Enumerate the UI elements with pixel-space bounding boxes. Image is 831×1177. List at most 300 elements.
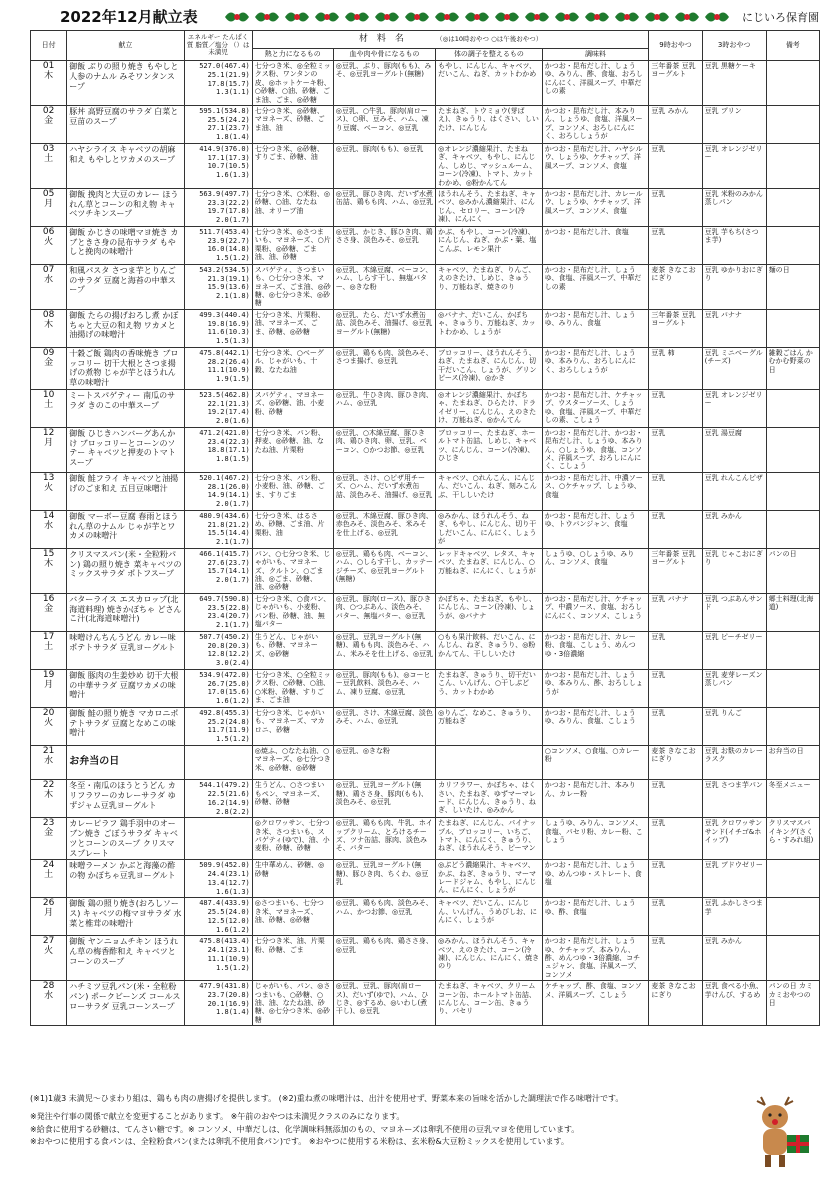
menu-cell: ハチミツ豆乳パン(米・全粒粉パン) ポークビーンズ コールスローサラダ 豆乳コーンスープ <box>67 981 184 1026</box>
table-row <box>31 188 820 226</box>
snack3-cell: 豆乳 米粉のみかん蒸しパン <box>702 188 766 226</box>
snack3-cell: 豆乳 りんご <box>702 707 766 745</box>
ingredient-blue-cell: ◎豆乳、豚ひき肉、だいず水煮缶詰、鶏もも肉、ハム、◎豆乳 <box>333 188 435 226</box>
nutrition-value: 1.5(1.2) <box>216 254 250 263</box>
nutrition-value: 21.3(19.1) <box>207 274 250 283</box>
nutrition-cell <box>184 860 252 898</box>
day-number: 20 <box>42 707 55 718</box>
day-number: 15 <box>42 548 55 559</box>
nutrition-value: 15.7(14.1) <box>207 567 250 576</box>
nutrition-value: 20.8(20.3) <box>207 641 250 650</box>
ingredient-blue-cell: ◎豆乳、豚肉(もも)、◎豆乳 <box>333 143 435 188</box>
snack3-cell: 豆乳 プリン <box>702 105 766 143</box>
seasoning-cell: かつお・昆布だし汁、しょうゆ、みりん、酢、食塩、おろしにんにく、洋風スープ、中華だしの素 <box>542 61 649 106</box>
ingredient-red-cell: ◎クロワッサン、七分つき米、さつまいも、スパゲティ(ゆで)、油、小麦粉、砂糖、砂糖 <box>252 818 333 860</box>
table-row <box>31 860 820 898</box>
ingredient-blue-cell: ◎豆乳、豚肉(ロース)、豚ひき肉、○つぶあん、淡色みそ、バター、無塩バター、◎豆乳 <box>333 593 435 631</box>
remarks-cell <box>766 143 819 188</box>
nutrition-cell <box>184 143 252 188</box>
ingredient-green-cell: たまねぎ、きゅうり、切干だいこん、いんげん、○干しぶどう、カットわかめ <box>436 669 543 707</box>
ingredient-red-cell: 七分つき米、はるさめ、砂糖、ごま油、片栗粉、油 <box>252 510 333 548</box>
nutrition-value: 2.0(1.7) <box>216 576 250 585</box>
day-number: 22 <box>42 780 55 791</box>
weekday: 月 <box>44 437 54 448</box>
snack9-cell: 豆乳 <box>649 143 702 188</box>
nutrition-value: 480.9(434.6) <box>199 511 250 520</box>
snack9-cell: 豆乳 <box>649 707 702 745</box>
nutrition-value: 15.9(13.6) <box>207 283 250 292</box>
nutrition-value: 1.8(1.4) <box>216 1008 250 1017</box>
ingredient-green-cell: ◎オレンジ濃縮果汁、かぼちゃ、たまねぎ、ひらたけ、ドライゼリー、にんじん、えのきたけ、万能ねぎ、◎かんてん <box>436 389 543 427</box>
snack9-cell: 豆乳 <box>649 510 702 548</box>
menu-cell: 御飯 ぶりの照り焼き もやしと人参のナムル みそワンタンスープ <box>67 61 184 106</box>
table-row <box>31 818 820 860</box>
ingredient-green-cell: ◎バナナ、だいこん、かぼちゃ、きゅうり、万能ねぎ、カットわかめ、しょうが <box>436 309 543 347</box>
snack9-cell: 麦茶 きなこおにぎり <box>649 981 702 1026</box>
nutrition-cell <box>184 548 252 593</box>
menu-cell: お弁当の日 <box>67 745 184 780</box>
snack3-cell: 豆乳 芋もち(さつま芋) <box>702 226 766 264</box>
footnote-line: ※おやつに使用する食パンは、全粒粉食パン(または卵乳不使用食パン)です。 ※おやつに使用する米粉は、玄米粉&大豆粉ミックスを使用しています。 <box>30 1137 569 1147</box>
snack3-cell: 豆乳 オレンジゼリー <box>702 143 766 188</box>
seasoning-cell: かつお・昆布だし汁、本みりん、しょうゆ、食塩、洋風スープ、コンソメ、おろしにんにく、おろししょうが <box>542 105 649 143</box>
snack3-cell: 豆乳 湯豆腐 <box>702 427 766 472</box>
nutrition-value: 2.0(1.7) <box>216 500 250 509</box>
weekday: 月 <box>44 679 54 690</box>
remarks-cell <box>766 427 819 472</box>
date-cell <box>31 669 67 707</box>
day-number: 09 <box>42 347 55 358</box>
snack3-cell: 豆乳 黒糖ケーキ <box>702 61 766 106</box>
ingredient-red-cell: 七分つき米、○ベーグル、じゃがいも、十穀、なたね油 <box>252 347 333 389</box>
day-number: 19 <box>42 669 55 680</box>
weekday: 木 <box>44 790 54 801</box>
holly-berry <box>294 14 300 20</box>
ingredient-blue-cell: ◎豆乳、鶏もも肉、鶏ささ身、◎豆乳 <box>333 936 435 981</box>
nutrition-value: 28.1(26.0) <box>207 482 250 491</box>
nutrition-value: 23.4(20.7) <box>207 612 250 621</box>
snack3-cell: 豆乳 みかん <box>702 936 766 981</box>
weekday: 水 <box>44 755 54 766</box>
seasoning-cell: かつお・昆布だし汁、しょうゆ、トウバンジャン、食塩 <box>542 510 649 548</box>
date-cell <box>31 780 67 818</box>
day-number: 23 <box>42 818 55 829</box>
date-cell <box>31 389 67 427</box>
nutrition-value: 11.1(10.9) <box>207 366 250 375</box>
nutrition-cell <box>184 105 252 143</box>
weekday: 金 <box>44 828 54 839</box>
ingredient-green-cell: キャベツ、だいこん、にんじん、いんげん、うめびしお、にんにく、しょうが <box>436 898 543 936</box>
snack9-cell: 豆乳 <box>649 936 702 981</box>
remarks-cell <box>766 898 819 936</box>
nutrition-cell <box>184 264 252 309</box>
ingredient-green-cell: カリフラワー、かぼちゃ、はくさい、たまねぎ、ゆずマーマレード、にんじん、きゅうり、ねぎ、しいたけ、◎みかん <box>436 780 543 818</box>
ingredient-green-cell: かぶ、もやし、コーン(冷凍)、にんじん、ねぎ、かぶ・葉、塩こんぶ、レモン果汁 <box>436 226 543 264</box>
ingredient-green-cell: もやし、にんじん、キャベツ、だいこん、ねぎ、カットわかめ <box>436 61 543 106</box>
nutrition-value: 23.5(22.8) <box>207 603 250 612</box>
nutrition-value: 2.1(1.7) <box>216 621 250 630</box>
ingredient-green-cell: ほうれんそう、たまねぎ、キャベツ、◎みかん濃縮果汁、にんじん、セロリー、コーン(冷凍)、にんにく <box>436 188 543 226</box>
snack3-cell: 豆乳 れんこんピザ <box>702 472 766 510</box>
seasoning-cell: かつお・昆布だし汁、しょうゆ、みりん、食塩 <box>542 309 649 347</box>
ingredient-red-cell: 七分つき米、◎さつまいも、マヨネーズ、○片栗粉、◎砂糖、ごま油、油、砂糖 <box>252 226 333 264</box>
day-number: 06 <box>42 226 55 237</box>
day-number: 17 <box>42 631 55 642</box>
nutrition-value: 511.7(453.4) <box>199 227 250 236</box>
nutrition-cell <box>184 188 252 226</box>
ingredient-green-cell <box>436 745 543 780</box>
nutrition-value: 21.8(21.2) <box>207 520 250 529</box>
nutrition-value: 23.4(22.3) <box>207 437 250 446</box>
date-cell <box>31 631 67 669</box>
holly-berry <box>354 14 360 20</box>
nutrition-cell <box>184 389 252 427</box>
menu-cell: 冬至・南瓜のほうとうどん カリフラワーのカレーサラダ ゆずジャム豆乳ヨーグルト <box>67 780 184 818</box>
table-row <box>31 472 820 510</box>
remarks-cell <box>766 389 819 427</box>
header-blue: 血や肉や骨になるもの <box>333 49 435 61</box>
remarks-cell <box>766 472 819 510</box>
nutrition-value: 2.8(2.2) <box>216 807 250 816</box>
snack3-cell: 豆乳 バナナ <box>702 309 766 347</box>
ingredient-blue-cell: ◎豆乳、さけ、○ピザ用チーズ、○ハム、だいず水煮缶詰、淡色みそ、油揚げ、◎豆乳 <box>333 472 435 510</box>
day-number: 24 <box>42 860 55 871</box>
ingredient-red-cell: 七分つき米、○米粉、◎砂糖、○油、なたね油、オリーブ油 <box>252 188 333 226</box>
table-row <box>31 780 820 818</box>
date-cell <box>31 472 67 510</box>
snack9-cell: 麦茶 きなこおにぎり <box>649 745 702 780</box>
holly-berry <box>444 14 450 20</box>
header-season: 調味料 <box>542 49 649 61</box>
day-number: 27 <box>42 936 55 947</box>
menu-cell: ハヤシライス キャベツの胡麻和え もやしとワカメのスープ <box>67 143 184 188</box>
holly-berry <box>534 14 540 20</box>
day-number: 21 <box>42 745 55 756</box>
seasoning-cell: かつお・昆布だし汁、しょうゆ、本みりん、酢、おろししょうが <box>542 669 649 707</box>
nutrition-value: 544.1(479.2) <box>199 781 250 790</box>
seasoning-cell: かつお・昆布だし汁、しょうゆ、食塩、洋風スープ、中華だしの素 <box>542 264 649 309</box>
nutrition-cell <box>184 898 252 936</box>
menu-cell: 御飯 鮭フライ キャベツと油揚げのごま和え 五目豆味噌汁 <box>67 472 184 510</box>
weekday: 月 <box>44 198 54 209</box>
table-row <box>31 226 820 264</box>
nutrition-cell <box>184 669 252 707</box>
nutrition-value: 492.8(455.3) <box>199 708 250 717</box>
nutrition-value: 595.1(534.8) <box>199 106 250 115</box>
ingredient-blue-cell: ◎豆乳、豆乳ヨーグルト(無糖)、鶏もも肉、淡色みそ、ハム、米みそを仕上げる、◎豆乳 <box>333 631 435 669</box>
ingredient-green-cell: たまねぎ、トウミョウ(芽ばえ)、きゅうり、はくさい、しいたけ、にんじん <box>436 105 543 143</box>
weekday: 木 <box>44 70 54 81</box>
nutrition-value: 3.0(2.4) <box>216 659 250 668</box>
holly-berry <box>654 14 660 20</box>
menu-cell: クリスマスパン(米・全粒粉パン) 鶏の照り焼き 菜キャベツのミックスサラダ ポトフスープ <box>67 548 184 593</box>
table-row <box>31 981 820 1026</box>
table-row <box>31 898 820 936</box>
remarks-cell <box>766 309 819 347</box>
nutrition-value: 1.5(1.2) <box>216 735 250 744</box>
ingredient-red-cell: 七分つき米、◎全粒ミックス粉、ワンタンの皮、◎ホットケーキ粉、○砂糖、○油、砂糖、ごま油、ごま、◎砂糖 <box>252 61 333 106</box>
nutrition-value: 16.0(14.8) <box>207 245 250 254</box>
table-row <box>31 309 820 347</box>
nutrition-cell <box>184 818 252 860</box>
nutrition-value: 527.0(467.4) <box>199 62 250 70</box>
snack9-cell: 豆乳 <box>649 818 702 860</box>
header-ingredients-note: （◎は10時おやつ ○は午後おやつ） <box>436 35 543 44</box>
nutrition-value: 22.5(21.6) <box>207 790 250 799</box>
nutrition-value: 1.5(1.3) <box>216 337 250 346</box>
ingredient-blue-cell: ◎豆乳、牛ひき肉、豚ひき肉、ハム、◎豆乳 <box>333 389 435 427</box>
holly-berry <box>264 14 270 20</box>
ingredient-red-cell: 七分つき米、○食パン、じゃがいも、小麦粉、パン粉、砂糖、油、無塩バター <box>252 593 333 631</box>
snack9-cell: 豆乳 柿 <box>649 347 702 389</box>
header-green: 体の調子を整えるもの <box>436 49 543 61</box>
snack3-cell: 豆乳 つぶあんサンド <box>702 593 766 631</box>
ingredient-red-cell: パン、○七分つき米、じゃがいも、マヨネーズ、クルトン、○ごま油、◎ごま、砂糖、油、◎砂糖 <box>252 548 333 593</box>
ingredient-blue-cell: ◎豆乳、○木綿豆腐、豚ひき肉、鶏ひき肉、卵、豆乳、ベーコン、○かつお節、◎豆乳 <box>333 427 435 472</box>
nutrition-value: 16.2(14.9) <box>207 798 250 807</box>
date-cell <box>31 264 67 309</box>
nutrition-value: 523.5(462.8) <box>199 390 250 399</box>
table-row <box>31 548 820 593</box>
header-snack9: 9時おやつ <box>649 31 702 61</box>
date-cell <box>31 427 67 472</box>
nutrition-cell <box>184 472 252 510</box>
day-number: 26 <box>42 898 55 909</box>
holly-berry <box>564 14 570 20</box>
seasoning-cell: かつお・昆布だし汁、しょうゆ、めんつゆ・ストレート、食塩 <box>542 860 649 898</box>
remarks-cell <box>766 510 819 548</box>
header-menu: 献立 <box>67 31 184 61</box>
weekday: 火 <box>44 717 54 728</box>
nutrition-value: 534.9(472.0) <box>199 670 250 679</box>
nutrition-cell <box>184 780 252 818</box>
ingredient-blue-cell: ◎豆乳、○牛乳、豚肉(肩ロース)、○卵、豆みそ、ハム、凍り豆腐、ベーコン、◎豆乳 <box>333 105 435 143</box>
weekday: 火 <box>44 946 54 957</box>
nutrition-value: 25.2(24.8) <box>207 717 250 726</box>
header-ingredients-label: 材 料 名 <box>358 34 404 45</box>
nutrition-value: 24.1(23.1) <box>207 946 250 955</box>
day-number: 07 <box>42 264 55 275</box>
day-number: 10 <box>42 389 55 400</box>
table-row <box>31 143 820 188</box>
nutrition-value: 507.7(450.2) <box>199 632 250 641</box>
nutrition-value: 20.1(16.9) <box>207 999 250 1008</box>
weekday: 金 <box>44 357 54 368</box>
ingredient-red-cell: 七分つき米、パン粉、小麦粉、油、砂糖、ごま、すりごま <box>252 472 333 510</box>
menu-rows <box>31 61 820 1026</box>
menu-cell: 御飯 豚肉の生姜炒め 切干大根の中華サラダ 豆腐ワカメの味噌汁 <box>67 669 184 707</box>
snack3-cell: 豆乳 ゆかりおにぎり <box>702 264 766 309</box>
remarks-cell <box>766 860 819 898</box>
nutrition-value: 475.8(413.4) <box>199 937 250 946</box>
table-row <box>31 707 820 745</box>
snack3-cell: 豆乳 クロワッサンサンド(イチゴ&ホイップ) <box>702 818 766 860</box>
menu-cell: 十穀ご飯 鶏肉の香味焼き ブロッコリー 切干大根とさつま揚げの煮物 じゃが芋とほうれん草の味噌汁 <box>67 347 184 389</box>
nutrition-value: 2.0(1.7) <box>216 216 250 225</box>
ingredient-red-cell: ◎さつまいも、七分つき米、マヨネーズ、油、砂糖、◎砂糖 <box>252 898 333 936</box>
ingredient-red-cell: 生うどん、○さつまいもペン、マヨネーズ、砂糖、砂糖 <box>252 780 333 818</box>
remarks-cell <box>766 105 819 143</box>
table-row <box>31 427 820 472</box>
table-row <box>31 347 820 389</box>
nutrition-value: 477.9(431.8) <box>199 982 250 991</box>
remarks-cell: 麺の日 <box>766 264 819 309</box>
holly-berry <box>594 14 600 20</box>
seasoning-cell: かつお・昆布だし汁、かつお・昆布だし汁、しょうゆ、本みりん、○しょうゆ、食塩、コンソメ、洋風スープ、おろしにんにく、こしょう <box>542 427 649 472</box>
holly-berry <box>504 14 510 20</box>
day-number: 28 <box>42 981 55 992</box>
ingredient-red-cell: 七分つき米、片栗粉、油、マヨネーズ、ごま、砂糖、◎砂糖 <box>252 309 333 347</box>
day-number: 14 <box>42 510 55 521</box>
nutrition-value: 520.1(467.2) <box>199 473 250 482</box>
nutrition-value: 509.9(452.0) <box>199 861 250 870</box>
date-cell <box>31 548 67 593</box>
remarks-cell: クリスマスバイキング(さくら・すみれ組) <box>766 818 819 860</box>
snack9-cell: 豆乳 <box>649 780 702 818</box>
snack9-cell: 豆乳 みかん <box>649 105 702 143</box>
menu-cell: ミートスパゲティー 南瓜のサラダ きのこの中華スープ <box>67 389 184 427</box>
ingredient-blue-cell: ◎豆乳、豆乳ヨーグルト(無糖)、鶏ささ身、豚肉(もも)、淡色みそ、◎豆乳 <box>333 780 435 818</box>
snack9-cell: 豆乳 <box>649 860 702 898</box>
ingredient-red-cell: 七分つき米、油、片栗粉、砂糖、ごま <box>252 936 333 981</box>
snack9-cell: 豆乳 <box>649 669 702 707</box>
seasoning-cell: しょうゆ、○しょうゆ、みりん、コンソメ、食塩 <box>542 548 649 593</box>
header-date: 日付 <box>31 31 67 61</box>
seasoning-cell: ○コンソメ、○食塩、○カレー粉 <box>542 745 649 780</box>
nutrition-value: 17.1(17.3) <box>207 153 250 162</box>
table-row <box>31 745 820 780</box>
snack9-cell: 豆乳 <box>649 188 702 226</box>
snack9-cell: 豆乳 <box>649 389 702 427</box>
menu-cell: 味噌ラーメン かぶと海藻の酢の物 かぼちゃ豆乳ヨーグルト <box>67 860 184 898</box>
table-row <box>31 936 820 981</box>
seasoning-cell: かつお・昆布だし汁、本みりん、カレー粉 <box>542 780 649 818</box>
day-number: 01 <box>42 61 55 71</box>
day-number: 16 <box>42 593 55 604</box>
snack3-cell: 豆乳 ミニベーグル(チーズ) <box>702 347 766 389</box>
snack3-cell: 豆乳 食べる小魚、芋けんぴ、するめ <box>702 981 766 1026</box>
date-cell <box>31 61 67 106</box>
day-number: 12 <box>42 427 55 438</box>
nutrition-cell <box>184 347 252 389</box>
seasoning-cell: かつお・昆布だし汁、食塩 <box>542 226 649 264</box>
snack9-cell: 三年番茶 豆乳ヨーグルト <box>649 548 702 593</box>
ingredient-green-cell: ブロッコリー、ほうれんそう、ねぎ、たまねぎ、にんじん、切干だいこん、しょうが、グリンピース(冷凍)、◎かき <box>436 347 543 389</box>
date-cell <box>31 510 67 548</box>
page-title: 2022年12月献立表 <box>60 8 198 26</box>
table-row <box>31 264 820 309</box>
nutrition-value: 12.5(12.0) <box>207 916 250 925</box>
ingredient-green-cell: キャベツ、たまねぎ、りんご、えのきたけ、しめじ、きゅうり、万能ねぎ、焼きのり <box>436 264 543 309</box>
menu-cell: 御飯 マーボー豆腐 春雨とほうれん草のナムル じゃが芋とワカメの味噌汁 <box>67 510 184 548</box>
weekday: 月 <box>44 908 54 919</box>
nutrition-value: 17.8(15.7) <box>207 79 250 88</box>
nutrition-value: 11.6(10.3) <box>207 328 250 337</box>
weekday: 火 <box>44 482 54 493</box>
ingredient-blue-cell: ◎豆乳、鶏もも肉、牛乳、ホイップクリーム、とろけるチーズ、ツナ缶詰、豚肉、淡色みそ、バター <box>333 818 435 860</box>
seasoning-cell: かつお・昆布だし汁、ケチャップ、中濃ソース、食塩、おろしにんにく、コンソメ、こしょう <box>542 593 649 631</box>
weekday: 土 <box>44 870 54 881</box>
ingredient-red-cell: 七分つき米、◎砂糖、すりごま、砂糖、油 <box>252 143 333 188</box>
holly-berry <box>624 14 630 20</box>
nutrition-value: 19.2(17.4) <box>207 408 250 417</box>
ingredient-blue-cell: ◎豆乳、ぶり、豚肉(もも)、みそ、◎豆乳ヨーグルト(無糖) <box>333 61 435 106</box>
seasoning-cell: かつお・昆布だし汁、カレー粉、食塩、こしょう、めんつゆ・3倍濃縮 <box>542 631 649 669</box>
ingredient-green-cell: キャベツ、○れんこん、にんじん、だいこん、ねぎ、刻みこんぶ、干ししいたけ <box>436 472 543 510</box>
nutrition-value: 414.9(376.0) <box>199 144 250 153</box>
ingredient-green-cell: たまねぎ、キャベツ、クリームコーン缶、ホールトマト缶詰、にんじん、コーン缶、きゅうり、パセリ <box>436 981 543 1026</box>
weekday: 土 <box>44 641 54 652</box>
date-cell <box>31 860 67 898</box>
ingredient-green-cell: ブロッコリー、たまねぎ、ホールトマト缶詰、しめじ、キャベツ、にんじん、コーン(冷凍)、ひじき <box>436 427 543 472</box>
holly-berry <box>234 14 240 20</box>
nutrition-value: 26.7(25.0) <box>207 679 250 688</box>
weekday: 土 <box>44 399 54 410</box>
ingredient-red-cell: 七分つき米、◎砂糖、マヨネーズ、砂糖、ごま油、油 <box>252 105 333 143</box>
remarks-cell <box>766 707 819 745</box>
table-row <box>31 61 820 106</box>
nutrition-value: 11.7(11.9) <box>207 726 250 735</box>
seasoning-cell: かつお・昆布だし汁、ケチャップ、ウスターソース、しょうゆ、食塩、洋風スープ、中華だしの素、こしょう <box>542 389 649 427</box>
nutrition-value: 1.6(1.3) <box>216 887 250 896</box>
menu-cell: 御飯 ひじきハンバーグあんかけ ブロッコリーとコーンのソテー キャベツと押麦のトマトスープ <box>67 427 184 472</box>
nutrition-value: 25.5(24.2) <box>207 115 250 124</box>
nutrition-value: 10.7(10.5) <box>207 162 250 171</box>
nutrition-value: 25.1(21.9) <box>207 70 250 79</box>
weekday: 火 <box>44 236 54 247</box>
seasoning-cell: かつお・昆布だし汁、しょうゆ、ケチャップ、本みりん、酢、めんつゆ・3倍濃縮、コチュジャン、食塩、洋風スープ、コンソメ <box>542 936 649 981</box>
nutrition-value: 18.8(17.1) <box>207 446 250 455</box>
snack3-cell: 豆乳 みかん <box>702 510 766 548</box>
nutrition-value: 2.0(1.6) <box>216 417 250 426</box>
nutrition-value: 499.3(440.4) <box>199 310 250 319</box>
nutrition-value: 487.4(433.9) <box>199 899 250 908</box>
nutrition-cell <box>184 631 252 669</box>
nutrition-value: 1.6(1.3) <box>216 171 250 180</box>
nutrition-value: 1.9(1.5) <box>216 375 250 384</box>
header-red: 熱と力になるもの <box>252 49 333 61</box>
snack9-cell: 豆乳 バナナ <box>649 593 702 631</box>
remarks-cell: 冬至メニュー <box>766 780 819 818</box>
remarks-cell <box>766 188 819 226</box>
nutrition-cell <box>184 981 252 1026</box>
remarks-cell <box>766 631 819 669</box>
menu-cell: 味噌けんちんうどん カレー味ポテトサラダ 豆乳ヨーグルト <box>67 631 184 669</box>
weekday: 水 <box>44 274 54 285</box>
remarks-cell: 雑穀ごはん かむかむ野菜の日 <box>766 347 819 389</box>
ingredient-blue-cell: ◎豆乳、たら、だいず水煮缶詰、淡色みそ、油揚げ、◎豆乳ヨーグルト(無糖) <box>333 309 435 347</box>
snack3-cell: 豆乳 ピーチゼリー <box>702 631 766 669</box>
day-number: 03 <box>42 143 55 154</box>
footnote-line: ※発注や行事の関係で献立を変更することがあります。 ※午前のおやつは未満児クラスのみになります。 <box>30 1112 405 1122</box>
nutrition-value: 1.5(1.2) <box>216 963 250 972</box>
nutrition-value: 23.7(20.8) <box>207 990 250 999</box>
nutrition-value: 1.6(1.2) <box>216 697 250 706</box>
ingredient-blue-cell: ◎豆乳、豆乳、豚肉(肩ロース)、だいず(ゆで)、ハム、ひじき、◎するめ、◎いわし(煮干し)、◎豆乳 <box>333 981 435 1026</box>
ingredient-red-cell: スパゲティ、マヨネーズ、◎砂糖、油、小麦粉、砂糖 <box>252 389 333 427</box>
date-cell <box>31 226 67 264</box>
ingredient-green-cell: ◎みかん、ほうれんそう、キャベツ、えのきたけ、コーン(冷凍)、にんじん、にんにく、焼きのり <box>436 936 543 981</box>
snack9-cell: 麦茶 きなこおにぎり <box>649 264 702 309</box>
date-cell <box>31 309 67 347</box>
nutrition-value: 24.4(23.1) <box>207 870 250 879</box>
ingredient-green-cell: ◎りんご、なめこ、きゅうり、万能ねぎ <box>436 707 543 745</box>
holly-berry <box>684 14 690 20</box>
ingredient-red-cell: スパゲティ、さつまいも、○七分つき米、マヨネーズ、ごま油、◎砂糖、◎七分つき米、◎砂糖 <box>252 264 333 309</box>
ingredient-green-cell: たまねぎ、にんじん、パイナップル、ブロッコリー、いちご、トマト、にんにく、きゅうり、ねぎ、ほうれんそう、ピーマン <box>436 818 543 860</box>
ingredient-blue-cell: ◎豆乳、鶏もも肉、淡色みそ、さつま揚げ、◎豆乳 <box>333 347 435 389</box>
ingredient-green-cell: ◎みかん、ほうれんそう、ねぎ、もやし、にんじん、切り干しだいこん、にんにく、しょうが <box>436 510 543 548</box>
